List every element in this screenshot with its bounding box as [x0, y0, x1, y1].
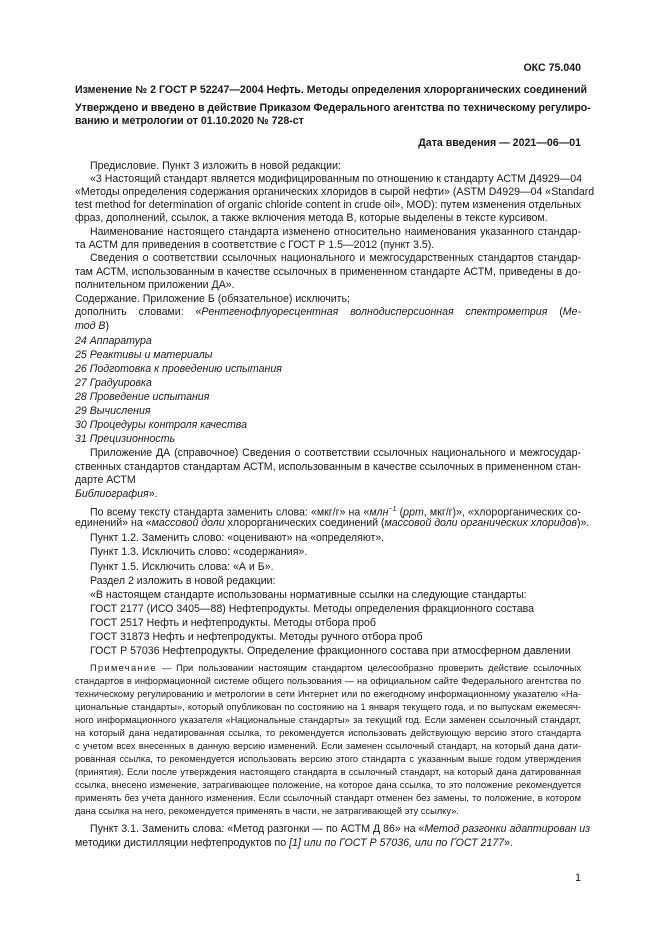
body-line: Приложение ДА (справочное) Сведения о соответствии ссылочных национального и межгосудар-: [90, 447, 581, 459]
note-line: техническому регулированию и метрологии в сети Интернет или по ежегодному информационному указателю «На-: [75, 689, 581, 699]
body-text: хлорорганических соединений (: [224, 517, 385, 529]
body-line: test method for determination of organic chloride content in crude oil», MOD): путем изменения отдельных: [75, 199, 581, 211]
note-line: применять без учета данного изменения. Если ссылочный стандарт отменен без замены, то положение, в котором: [75, 793, 581, 803]
body-text: (: [547, 306, 563, 318]
body-line: Наименование настоящего стандарта изменено относительно наименования указанного стандар-: [90, 226, 581, 238]
toc-item: 25 Реактивы и материалы: [75, 349, 213, 361]
body-line: Пункт 1.5. Исключить слова: «А и Б».: [90, 561, 274, 573]
body-line: [75, 837, 513, 850]
body-line: [90, 823, 591, 836]
body-line: [75, 320, 109, 333]
note-line: дана ссылка на него, рекомендуется применять в части, не затрагивающей эту ссылку».: [75, 806, 459, 816]
body-text: ».: [504, 837, 514, 849]
note-text: — При пользовании настоящим стандартом целесообразно проверить действие ссылочных: [156, 663, 581, 673]
body-text: ): [105, 320, 109, 332]
body-line: «3 Настоящий стандарт является модифицированным по отношению к стандарту АСТМ Д4929—04: [90, 173, 583, 185]
toc-item: 29 Вычисления: [75, 405, 151, 417]
body-text: ».: [148, 488, 158, 500]
body-text-italic: Метод разгонки адаптирован из: [424, 823, 591, 835]
body-text: По всему тексту стандарта заменить слова: «мкг/г» на «: [90, 506, 370, 519]
body-line: Пункт 1.3. Исключить слово: «содержания».: [90, 546, 308, 558]
body-text-italic: ppm: [403, 506, 424, 519]
body-line: «В настоящем стандарте использованы нормативные ссылки на следующие стандарты:: [90, 589, 527, 601]
body-line: «Методы определения содержания органических хлоридов в сырой нефти» (ASTM D4929—04 «Standard: [75, 186, 595, 198]
note-line: циональные стандарты», который опубликован по состоянию на 1 января текущего года, и по выпускам ежемесяч-: [75, 702, 581, 712]
body-text-italic: массовой доли: [151, 517, 225, 529]
note-line: стандартов в информационной системе общего пользования — на официальном сайте Федерального агентства по: [75, 676, 581, 686]
body-text-italic: Ме-: [562, 306, 581, 318]
note-line: рованная ссылка, то рекомендуется использовать версию этого стандарта с указанным выше годом утверждения: [75, 754, 581, 764]
note-line: ссылка, внесено изменение, затрагивающее положение, на которое дана ссылка, то это положение рекомендуется: [75, 780, 581, 790]
note-line: с учетом всех внесенных в данную версию изменений. Если заменен ссылочный стандарт, на который дана дати-: [75, 741, 581, 751]
body-line: Содержание. Приложение Б (обязательное) исключить;: [75, 293, 350, 305]
toc-item: 28 Проведение испытания: [75, 391, 210, 403]
page-number: 1: [575, 872, 581, 884]
reference-line: ГОСТ 2517 Нефть и нефтепродукты. Методы отбора проб: [90, 617, 376, 629]
superscript: −1: [388, 506, 397, 513]
body-text-italic: [1] или по ГОСТ Р 57036, или по ГОСТ 2177: [289, 837, 505, 849]
body-line: [75, 306, 581, 319]
body-line: Раздел 2 изложить в новой редакции:: [90, 575, 276, 587]
body-text-italic: тод В: [75, 320, 106, 332]
oks-code: ОКС 75.040: [523, 62, 581, 74]
body-text: Пункт 3.1. Заменить слова: «Метод разгонки — по АСТМ Д 86» на «: [90, 823, 425, 835]
body-text: методики дистилляции нефтепродуктов по: [75, 837, 290, 849]
body-line: ственных стандартов стандартам АСТМ, использованным в качестве ссылочных в примененном стан-: [75, 461, 581, 473]
body-text: )».: [576, 517, 590, 529]
body-line: полнительном приложении ДА».: [75, 279, 235, 291]
note-line: [90, 662, 581, 674]
note-line: ного информационного указателя «Национальные стандарты» за текущий год. Если заменен ссылочный стандарт,: [75, 715, 581, 725]
body-text: , мкг/г)», «хлорорганических со-: [423, 506, 581, 519]
body-line: фраз, дополнений, ссылок, а также включения метода В, которые выделены в тексте курсивом.: [75, 212, 548, 224]
body-line: [75, 488, 158, 501]
body-text-italic: Библиография: [75, 488, 149, 500]
reference-line: ГОСТ 2177 (ИСО 3405—88) Нефтепродукты. Методы определения фракционного состава: [90, 603, 535, 615]
note-label: Примечание: [90, 663, 157, 673]
toc-item: 27 Градуировка: [75, 377, 152, 389]
body-text: единений» на «: [75, 517, 152, 529]
body-line: дарте АСТМ: [75, 474, 136, 486]
approval-line-2: ванию и метрологии от 01.10.2020 № 728-ст: [75, 115, 304, 127]
toc-item: 30 Процедуры контроля качества: [75, 419, 247, 431]
body-line: Сведения о соответствии ссылочных национального и межгосударственных стандартов стандар-: [90, 252, 581, 264]
amendment-title: Изменение № 2 ГОСТ Р 52247—2004 Нефть. Методы определения хлорорганических соединений: [75, 84, 587, 96]
body-text-italic: млн: [369, 506, 389, 519]
body-line: Пункт 1.2. Заменить слово: «оценивают» на «определяют».: [90, 532, 385, 544]
note-line: на который дана недатированная ссылка, то рекомендуется использовать действующую версию этого стандарта: [75, 728, 581, 738]
body-text-italic: Рентгенофлуоресцентная волнодисперсионная спектрометрия: [201, 306, 548, 318]
reference-line: ГОСТ 31873 Нефть и нефтепродукты. Методы ручного отбора проб: [90, 631, 423, 643]
toc-item: 31 Прецизионность: [75, 433, 176, 445]
body-line: [75, 517, 590, 530]
toc-item: 24 Аппаратура: [75, 335, 152, 347]
body-line: Предисловие. Пункт 3 изложить в новой редакции:: [90, 160, 341, 172]
body-text: дополнить словами: «: [75, 306, 202, 318]
approval-line-1: Утверждено и введено в действие Приказом Федерального агентства по техническому регулиро-: [75, 102, 591, 114]
body-text: (: [396, 506, 404, 519]
toc-item: 26 Подготовка к проведению испытания: [75, 363, 282, 375]
reference-line: ГОСТ Р 57036 Нефтепродукты. Определение фракционного состава при атмосферном давлении: [90, 645, 571, 657]
note-line: (принятия). Если после утверждения настоящего стандарта в ссылочный стандарт, на который дана датированная: [75, 767, 581, 777]
body-line: там АСТМ, использованным в качестве ссылочных в примененном стандарте АСТМ, приведены в до-: [75, 266, 581, 278]
body-line: та АСТМ для приведения в соответствие с ГОСТ Р 1.5—2012 (пункт 3.5).: [75, 239, 435, 251]
effective-date: Дата введения — 2021—06—01: [418, 137, 581, 149]
body-text-italic: массовой доли органических хлоридов: [384, 517, 577, 529]
